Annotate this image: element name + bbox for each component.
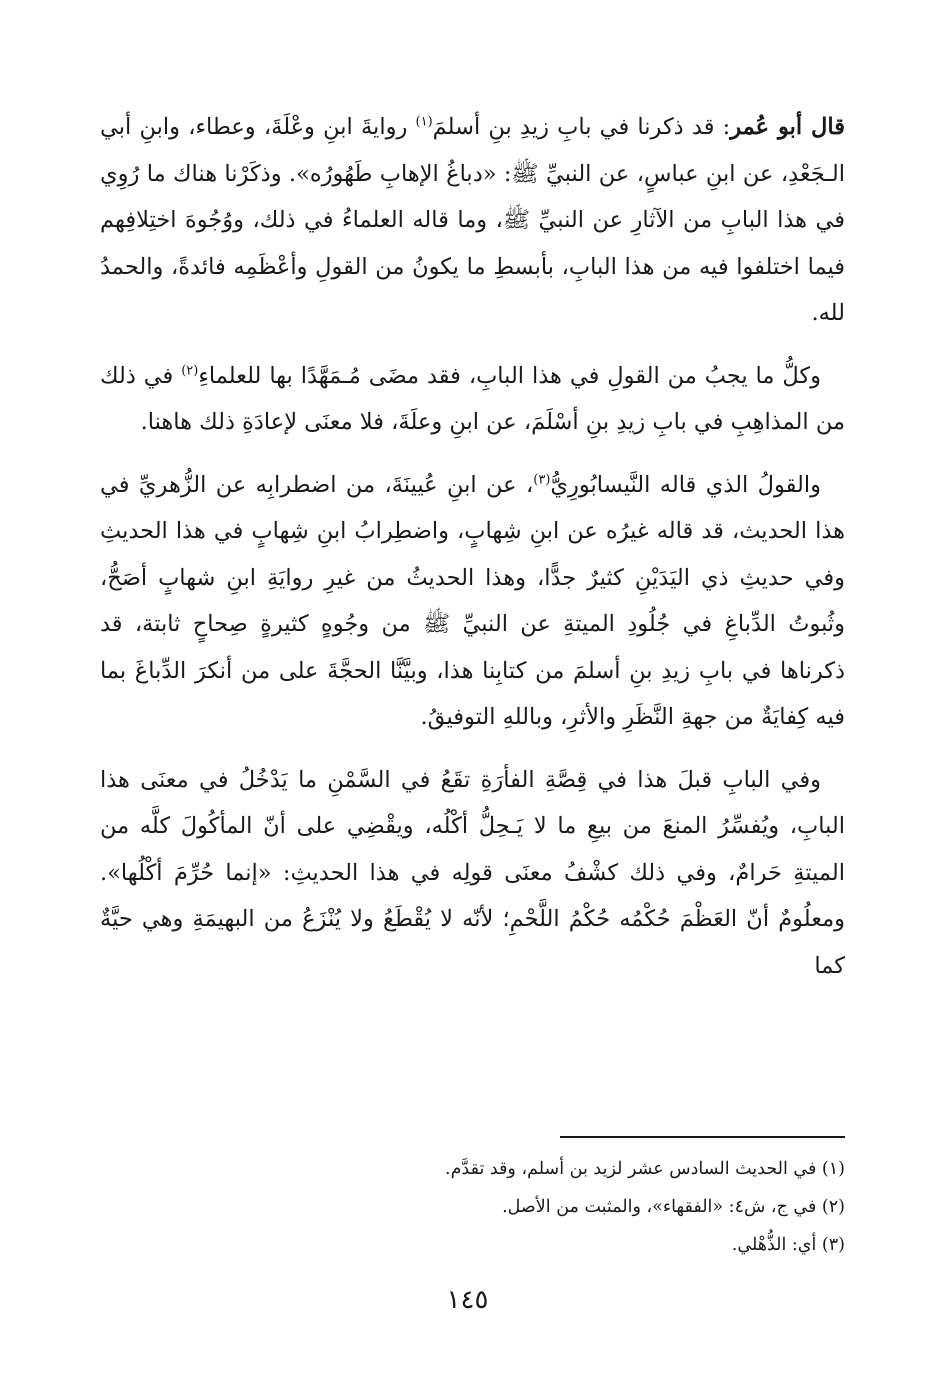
footnote-2: (٢) في ج، ش٤: «الفقهاء»، والمثبت من الأصل. (502, 1197, 845, 1217)
paragraph-text: روايةَ ابنِ وعْلَةَ، وعطاء، وابنِ أبي الـجَعْدِ، عن ابنِ عباسٍ، عن النبيِّ ﷺ: «دباغُ الإهابِ طَهُورُه». وذكَرْنا هناك ما رُوِي في هذا البابِ من الآثارِ عن النبيِّ ﷺ، وما قاله العلماءُ في ذلك، ووُجُوهَ اختِلافِهم فيما اختلفوا فيه من هذا البابِ، بأبسطِ ما يكونُ من القولِ وأعْظَمِه فائدةً، والحمدُ لله. (100, 114, 845, 326)
paragraph-text: وفي البابِ قبلَ هذا في قِصَّةِ الفأرَةِ تقَعُ في السَّمْنِ ما يَدْخُلُ في معنَى هذا البابِ، ويُفسِّرُ المنعَ من بيعِ ما لا يَـحِلُّ أكْلُه، ويقْضِي على أنّ المأكُولَ كلَّه من الميتةِ حَرامٌ، وفي ذلك كشْفُ معنَى قولِه في هذا الحديثِ: «إنما حُرِّمَ أكْلُها». ومعلُومٌ أنّ العَظْمَ حُكْمُه حُكْمُ اللَّحْمِ؛ لأنّه لا يُقْطَعُ ولا يُنْزَعُ من البهيمَةِ وهي حيَّةٌ كما (100, 766, 845, 979)
paragraph-3 (100, 462, 845, 741)
paragraph-text: ، عن ابنِ عُيينَةَ، من اضطرابِه عن الزُّهريِّ في هذا الحديث، قد قاله غيرُه عن ابنِ شِهابٍ، واضطِرابُ ابنِ شِهابٍ في هذا الحديثِ وفي حديثِ ذي اليَدَيْنِ كثيرٌ جدًّا، وهذا الحديثُ من غيرِ روايَةِ ابنِ شهابٍ أصَحُّ، وثُبوتُ الدِّباغِ في جُلُودِ الميتةِ عن النبيِّ ﷺ من وجُوهٍ كثيرةٍ صِحاحٍ ثابتة، قد ذكرناها في بابِ زيدِ بنِ أسلمَ من كتابِنا هذا، وبيَّنَّا الحجَّةَ على من أنكرَ الدِّباغَ بما فيه كِفايَةٌ من جهةِ النَّظَرِ والأثرِ، وباللهِ التوفيقُ. (100, 471, 845, 730)
paragraph-text: والقولُ الذي قاله النَّيسابُورِيُّ (550, 471, 821, 498)
main-text (100, 104, 845, 1005)
paragraph-text: : قد ذكرنا في بابِ زيدِ بنِ أسلمَ (432, 114, 731, 140)
footnote-3: (٣) أي: الذُّهْلي. (731, 1235, 845, 1255)
footnote-ref-2[interactable]: (٢) (181, 363, 199, 378)
speaker-lead: قال أبو عُمر (730, 114, 845, 140)
page-number: ١٤٥ (446, 1285, 489, 1315)
footnote-ref-1[interactable]: (١) (415, 114, 433, 130)
paragraph-4 (100, 757, 845, 990)
paragraph-text: في ذلك من المذاهِبِ في بابِ زيدِ بنِ أسْلَمَ، عن ابنِ وعلَةَ، فلا معنَى لإعادَةِ ذلك هاهنا. (100, 362, 845, 435)
footnote-divider (560, 1136, 845, 1138)
paragraph-2 (100, 353, 845, 446)
footnote-1: (١) في الحديث السادس عشر لزيد بن أسلم، وقد تقدَّم. (445, 1159, 845, 1179)
paragraph-text: وكلُّ ما يجبُ من القولِ في هذا البابِ، فقد مضَى مُـمَهَّدًا بها للعلماءِ (198, 362, 822, 389)
footnotes (100, 1150, 845, 1264)
paragraph-1 (100, 104, 845, 337)
footnote-ref-3[interactable]: (٣) (533, 472, 551, 487)
